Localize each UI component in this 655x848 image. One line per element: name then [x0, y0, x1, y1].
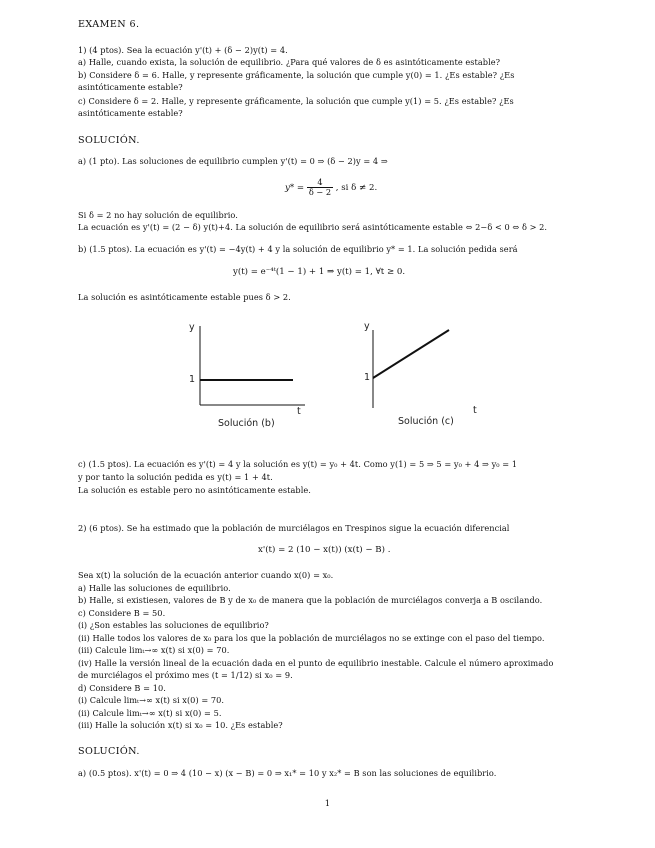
equilibrium-lhs: y* =: [285, 183, 305, 193]
problem2-b: b) Halle, si existiesen, valores de B y de x₀ de manera que la población de murciélagos converja a B oscilando.: [78, 595, 543, 605]
problem2-c-i: (i) ¿Son estables las soluciones de equilibrio?: [78, 620, 269, 630]
solution1-a-note1: Si δ = 2 no hay solución de equilibrio.: [78, 210, 238, 220]
problem2-d-iii: (iii) Halle la solución x(t) si x₀ = 10. ¿Es estable?: [78, 720, 283, 730]
graph-c-x-label: t: [473, 405, 477, 416]
fraction-numerator: 4: [307, 178, 333, 188]
fraction-denominator: δ − 2: [308, 187, 332, 197]
problem2-intro: Sea x(t) la solución de la ecuación anterior cuando x(0) = x₀.: [78, 570, 334, 580]
problem2-d-i: (i) Calcule limₜ→∞ x(t) si x(0) = 70.: [78, 695, 225, 705]
problem2-c-ii: (ii) Halle todos los valores de x₀ para los que la población de murciélagos no se extinge con el paso del tiempo.: [78, 633, 545, 643]
equilibrium-condition: , si δ ≠ 2.: [335, 183, 378, 193]
solution1-heading: SOLUCIÓN.: [78, 135, 140, 146]
solution1-b-equation: y(t) = e⁻⁴ᵗ(1 − 1) + 1 ⇒ y(t) = 1, ∀t ≥ 0.: [233, 267, 406, 277]
solution1-a-note2: La ecuación es y'(t) = (2 − δ) y(t)+4. La solución de equilibrio será asintóticamente estable ⇔ 2−δ < 0 ⇔ δ > 2.: [78, 222, 548, 232]
problem1-part-c-line2: asintóticamente estable?: [78, 108, 183, 118]
graph-c-solution-line: [373, 330, 449, 378]
graph-b-x-label: t: [297, 406, 301, 417]
graph-c-caption: Solución (c): [398, 416, 454, 427]
solution1-a-equation: [285, 178, 377, 197]
graph-c-tick-label: 1: [364, 372, 371, 383]
problem1-part-b-line1: b) Considere δ = 6. Halle, y represente gráficamente, la solución que cumple y(0) = 1. ¿Es estable? ¿Es: [78, 70, 515, 80]
solution1-c-line2: y por tanto la solución pedida es y(t) = 1 + 4t.: [78, 472, 273, 482]
problem2-c-iv-line1: (iv) Halle la versión lineal de la ecuación dada en el punto de equilibrio inestable. Calcule el número aproximado: [78, 658, 554, 668]
problem2-d: d) Considere B = 10.: [78, 683, 166, 693]
problem2-c-iv-line2: de murciélagos el próximo mes (t = 1/12) si x₀ = 9.: [78, 670, 293, 680]
graph-b-tick-label: 1: [189, 374, 196, 385]
graph-solution-b: [180, 318, 330, 433]
problem2-d-ii: (ii) Calcule limₜ→∞ x(t) si x(0) = 5.: [78, 708, 222, 718]
solution1-a-line: a) (1 pto). Las soluciones de equilibrio cumplen y'(t) = 0 ⇒ (δ − 2)y = 4 ⇒: [78, 156, 388, 166]
page-number: 1: [324, 799, 331, 809]
exam-title: EXAMEN 6.: [78, 19, 140, 30]
solution1-c-line1: c) (1.5 ptos). La ecuación es y'(t) = 4 y la solución es y(t) = y₀ + 4t. Como y(1) = 5 ⇒ 5 = y₀ + 4 ⇒ y₀ = 1: [78, 459, 518, 469]
solution1-c-conclusion: La solución es estable pero no asintóticamente estable.: [78, 485, 311, 495]
problem2-c: c) Considere B = 50.: [78, 608, 166, 618]
problem2-c-iii: (iii) Calcule limₜ→∞ x(t) si x(0) = 70.: [78, 645, 230, 655]
solution2-heading: SOLUCIÓN.: [78, 746, 140, 757]
equilibrium-fraction: [307, 178, 333, 197]
graph-b-caption: Solución (b): [218, 418, 275, 429]
solution1-b-line: b) (1.5 ptos). La ecuación es y'(t) = −4y(t) + 4 y la solución de equilibrio y* = 1. La solución pedida será: [78, 244, 518, 254]
graph-b-y-label: y: [189, 322, 195, 333]
problem1-part-b-line2: asintóticamente estable?: [78, 82, 183, 92]
problem2-equation: x'(t) = 2 (10 − x(t)) (x(t) − B) .: [258, 545, 391, 555]
problem1-part-c-line1: c) Considere δ = 2. Halle, y represente gráficamente, la solución que cumple y(1) = 5. ¿Es estable? ¿Es: [78, 96, 514, 106]
problem2-a: a) Halle las soluciones de equilibrio.: [78, 583, 231, 593]
problem2-statement: 2) (6 ptos). Se ha estimado que la población de murciélagos en Trespinos sigue la ecuación diferencial: [78, 523, 510, 533]
graph-c-y-label: y: [364, 321, 370, 332]
solution1-b-conclusion: La solución es asintóticamente estable pues δ > 2.: [78, 292, 291, 302]
solution2-a-line: a) (0.5 ptos). x'(t) = 0 ⇒ 4 (10 − x) (x − B) = 0 ⇒ x₁* = 10 y x₂* = B son las soluciones de equilibrio.: [78, 768, 497, 778]
problem1-statement: 1) (4 ptos). Sea la ecuación y'(t) + (δ − 2)y(t) = 4.: [78, 45, 288, 55]
problem1-part-a: a) Halle, cuando exista, la solución de equilibrio. ¿Para qué valores de δ es asintóticamente estable?: [78, 57, 501, 67]
